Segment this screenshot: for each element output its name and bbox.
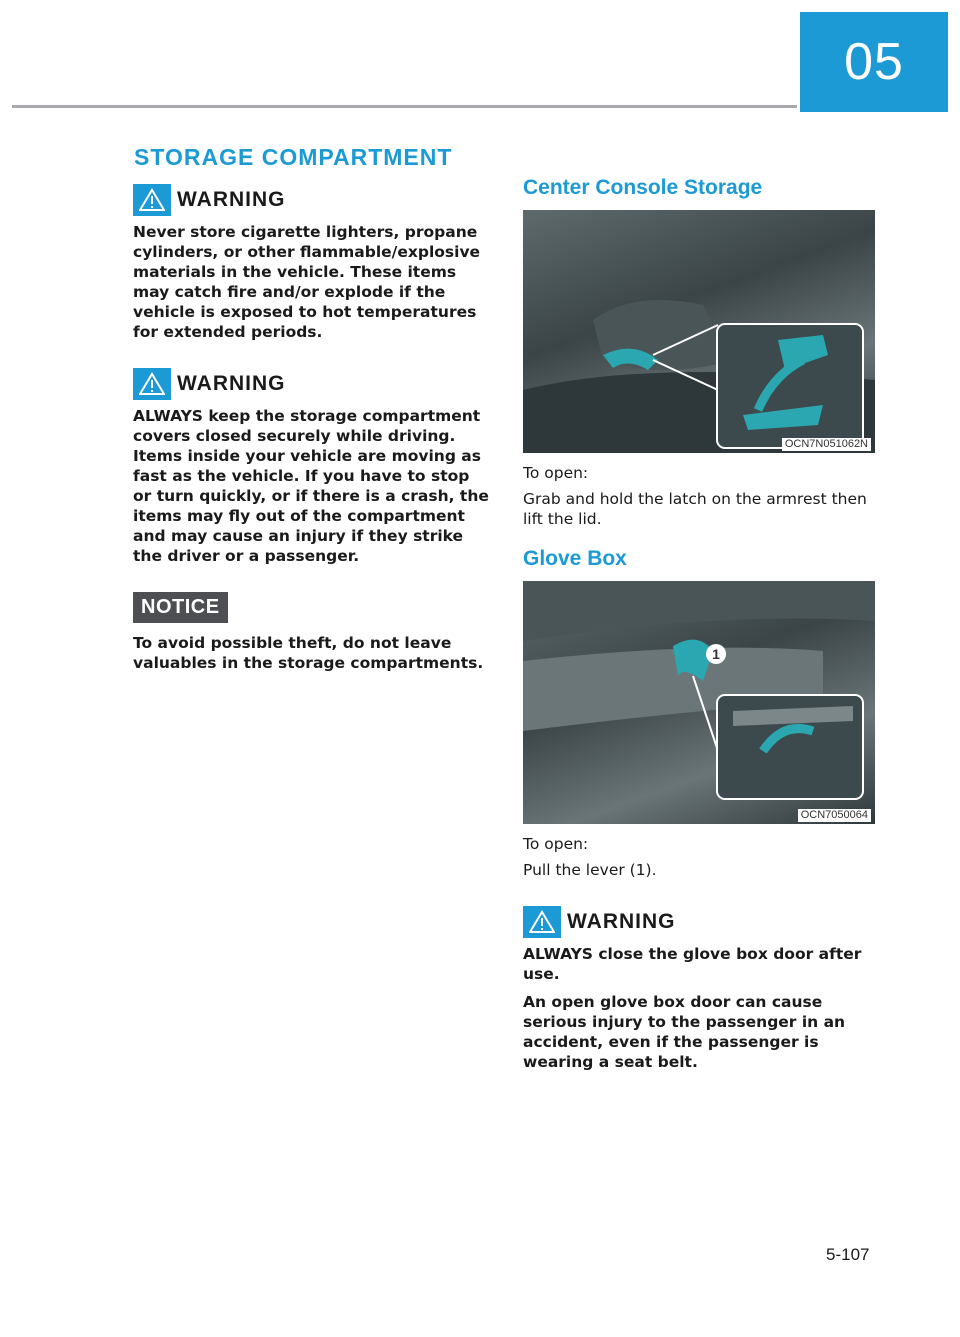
warning-block-1 [133, 184, 493, 342]
notice-block [133, 592, 493, 673]
glove-box-section [523, 547, 883, 880]
warning-heading [523, 906, 883, 938]
warning-label: WARNING [177, 372, 286, 395]
console-instruction: Grab and hold the latch on the armrest then lift the lid. [523, 490, 867, 528]
chapter-number: 05 [844, 33, 904, 91]
center-console-illustration [523, 210, 875, 453]
header-rule [12, 105, 797, 108]
glove-box-title: Glove Box [523, 547, 627, 570]
warning-heading [133, 184, 493, 216]
chapter-tab [800, 12, 948, 112]
glove-box-image [523, 581, 875, 824]
center-console-section [523, 176, 883, 529]
warning-triangle-icon [133, 368, 171, 400]
section-title: STORAGE COMPARTMENT [134, 144, 453, 170]
warning-text: Never store cigarette lighters, propane cylinders, or other flammable/explosive materials in the vehicle. These items may catch fire and/or explode if the vehicle is exposed to hot temperatures for extended periods. [133, 223, 481, 341]
warning-text: ALWAYS close the glove box door after use. [523, 945, 862, 983]
warning-text: An open glove box door can cause serious injury to the passenger in an accident, even if the passenger is wearing a seat belt. [523, 993, 846, 1071]
center-console-title: Center Console Storage [523, 176, 763, 199]
warning-heading [133, 368, 493, 400]
callout-1: 1 [712, 646, 720, 662]
right-column [523, 176, 883, 1080]
warning-block-3 [523, 906, 883, 1072]
center-console-image [523, 210, 875, 453]
to-open-label: To open: [523, 835, 589, 853]
glove-box-instruction: Pull the lever (1). [523, 861, 657, 879]
image-code: OCN7050064 [798, 809, 871, 822]
warning-triangle-icon [523, 906, 561, 938]
to-open-label: To open: [523, 464, 589, 482]
warning-label: WARNING [567, 910, 676, 933]
warning-text: ALWAYS keep the storage compartment covers closed securely while driving. Items inside your vehicle are moving as fast as the vehicle. If you have to stop or turn quickly, or if there is a crash, the items may fly out of the compartment and may cause an injury if they strike the driver or a passenger. [133, 407, 489, 565]
glove-box-illustration [523, 581, 875, 824]
notice-text: To avoid possible theft, do not leave valuables in the storage compartments. [133, 634, 484, 672]
warning-triangle-icon [133, 184, 171, 216]
warning-label: WARNING [177, 188, 286, 211]
page-number: 5-107 [826, 1245, 870, 1264]
image-code: OCN7N051062N [782, 438, 871, 451]
notice-badge: NOTICE [133, 592, 228, 623]
left-column [133, 184, 493, 681]
warning-block-2 [133, 368, 493, 566]
